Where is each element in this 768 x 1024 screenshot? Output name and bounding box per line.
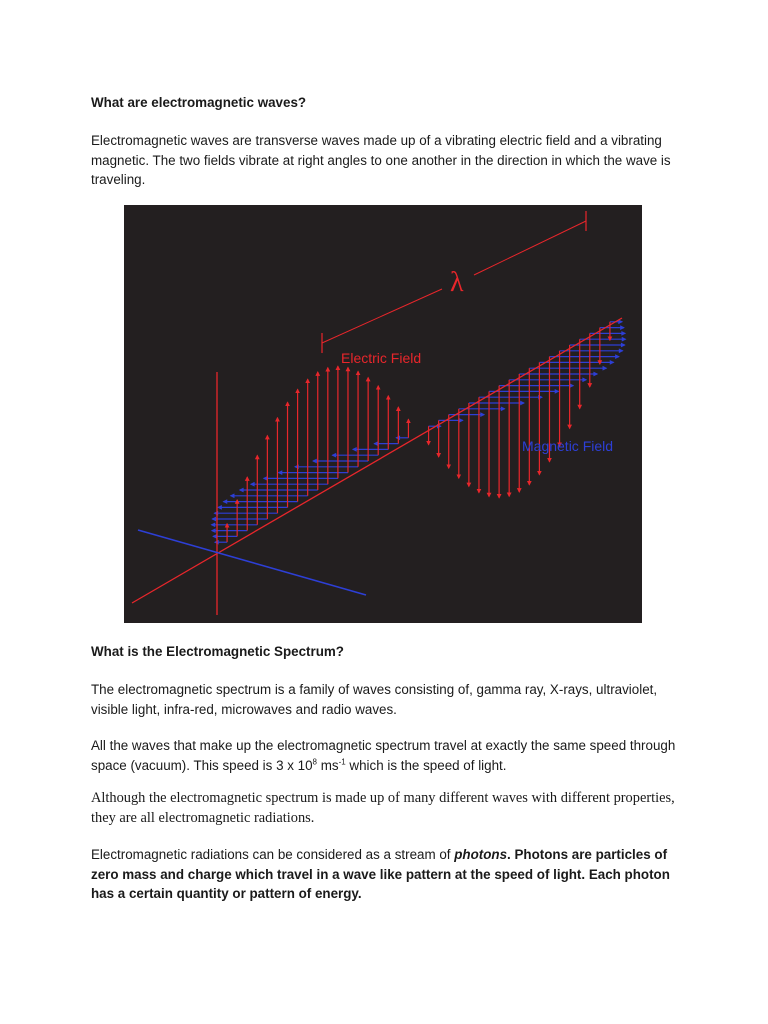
paragraph-speed-of-light: All the waves that make up the electromagnetic spectrum travel at exactly the same speed through space (vacuum). This speed is 3 x $10^8$ $ms^{-1}$ which is the speed of light.	[91, 738, 676, 773]
magnetic-field-label: Magnetic Field	[522, 438, 614, 454]
wavelength-line-left	[322, 289, 442, 343]
paragraph-photons: Electromagnetic radiations can be considered as a stream of photons. Photons are particles of zero mass and charge which travel in a wave like pattern at the speed of light. Each photon has a certain quantity or pattern of energy.	[91, 847, 670, 902]
electric-field-label: Electric Field	[341, 350, 422, 366]
em-wave-diagram	[124, 205, 642, 623]
heading-em-spectrum: What is the Electromagnetic Spectrum?	[91, 644, 344, 659]
em-wave-figure	[124, 205, 642, 623]
magnetic-axis	[138, 530, 366, 595]
heading-em-waves: What are electromagnetic waves?	[91, 95, 307, 110]
lambda-label: λ	[450, 267, 464, 298]
wavelength-line-right	[474, 221, 586, 275]
paragraph-em-waves: Electromagnetic waves are transverse waves made up of a vibrating electric field and a vibrating magnetic. The two fields vibrate at right angles to one another in the direction in which the wave is traveling.	[91, 133, 671, 188]
paragraph-spectrum-family: The electromagnetic spectrum is a family of waves consisting of, gamma ray, X-rays, ultraviolet, visible light, infra-red, microwaves and radio waves.	[91, 682, 658, 717]
paragraph-radiations: Although the electromagnetic spectrum is made up of many different waves with different properties, they are all electromagnetic radiations.	[91, 790, 675, 826]
